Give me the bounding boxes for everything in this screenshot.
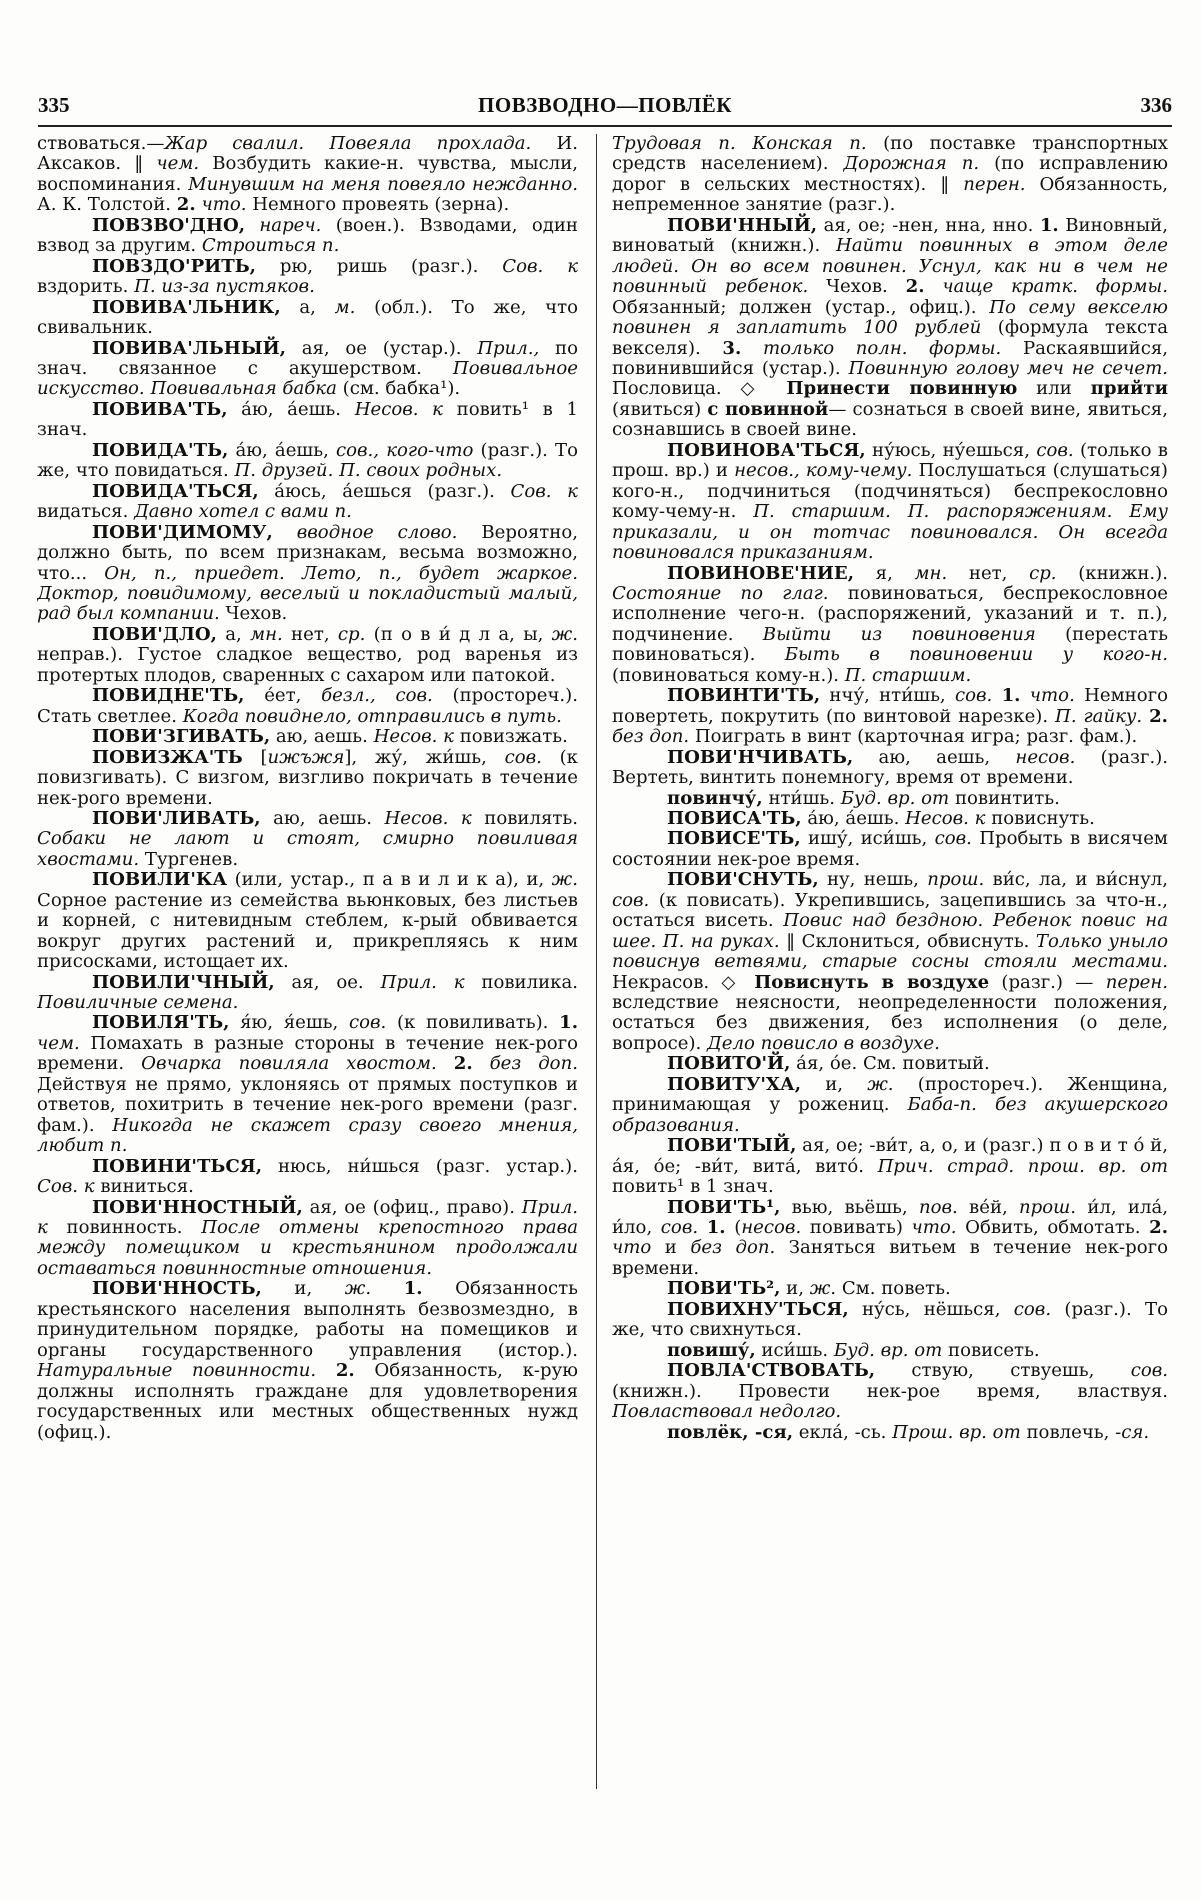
dictionary-entry: ПОВИ'ЛИВАТЬ, аю, аешь. Несов. к повилять. Собаки не лают и стоят, смирно повиливая хвостами. Тургенев.: [37, 807, 578, 870]
dictionary-entry: ПОВИТУ'ХА, и, ж. (простореч.). Женщина, принимающая у рожениц. Баба-п. без акушерского образования.: [612, 1073, 1168, 1136]
dictionary-entry: ПОВИЛИ'ЧНЫЙ, ая, ое. Прил. к повилика. Повиличные семена.: [37, 971, 578, 1014]
dictionary-entry: ПОВИТО'Й, а́я, о́е. См. повитый.: [667, 1053, 990, 1075]
dictionary-entry: ПОВИЗЖА'ТЬ [ижъжя], жу́, жи́шь, сов. (к повизгивать). С визгом, визгливо покричать в течение нек-рого времени.: [37, 746, 578, 809]
header-rule: [38, 125, 1172, 127]
dictionary-entry: ПОВИ'ННОСТНЫЙ, ая, ое (офиц., право). Прил. к повинность. После отмены крепостного права между помещиком и крестьянином продолжали оставаться повинностные отношения.: [37, 1196, 578, 1279]
dictionary-entry: ПОВИДНЕ'ТЬ, е́ет, безл., сов. (простореч.). Стать светлее. Когда повиднело, отправились в путь.: [37, 685, 578, 727]
dictionary-entry: ПОВИ'ТЬ², и, ж. См. поветь.: [667, 1278, 951, 1300]
dictionary-entry: ПОВИ'ННОСТЬ, и, ж. 1. Обязанность крестьянского населения выполнять безвозмездно, в принудительном порядке, работы на помещиков и органы государственного управления (истор.). Натуральные повинности. 2. Обязанность, к-рую должны исполнять граждане для удовлетворения государственных или местных общественных нужд (офиц.).: [37, 1278, 578, 1443]
dictionary-entry: ПОВИЛИ'КА (или, устар., п а в и л и к а), и, ж. Сорное растение из семейства вьюнковых, без листьев и корней, с нитевидным стеблем, к-рый обвивается вокруг других растений и, прикрепляясь к ним присосками, истощает их.: [37, 869, 578, 973]
dictionary-entry: ПОВИНИ'ТЬСЯ, нюсь, ни́шься (разг. устар.). Сов. к виниться.: [37, 1155, 578, 1198]
dictionary-entry: ПОВИ'ДИМОМУ, вводное слово. Вероятно, должно быть, по всем признакам, весьма возможно, что... Он, п., приедет. Лето, п., будет жаркое. Доктор, повидимому, веселый и покладистый малый, рад был компании. Чехов.: [37, 521, 578, 625]
dictionary-entry: ПОВИ'ННЫЙ, ая, ое; -нен, нна, нно. 1. Виновный, виноватый (книжн.). Найти повинных в этом деле людей. Он во всем повинен. Уснул, как ни в чем не повинный ребенок. Чехов. 2. чаще кратк. формы. Обязанный; должен (устар., офиц.). По сему векселю повинен я заплатить 100 рублей (формула текста векселя). 3. только полн. формы. Раскаявшийся, повинившийся (устар.). Повинную голову меч не сечет. Пословица. ◇ Принести повинную или прийти (явиться) с повинной— сознаться в своей вине, явиться, сознавшись в своей вине.: [612, 214, 1168, 441]
dictionary-entry: ПОВИНОВЕ'НИЕ, я, мн. нет, ср. (книжн.). Состояние по глаг. повиноваться, беспрекословное исполнение чего-н. (распоряжений, указаний и т. п.), подчинение. Выйти из повиновения (перестать повиноваться). Быть в повиновении у кого-н. (повиноваться кому-н.). П. старшим.: [612, 562, 1168, 686]
dictionary-entry: ПОВИ'ТЫЙ, ая, ое; -ви́т, а, о, и (разг.) п о в и т о́ й, а́я, о́е; -ви́т, вита́, вито́. Прич. страд. прош. вр. от повить¹ в 1 знач.: [612, 1135, 1168, 1198]
dictionary-entry: ПОВИДА'ТЬСЯ, а́юсь, а́ешься (разг.). Сов. к видаться. Давно хотел с вами п.: [37, 480, 578, 523]
dictionary-entry: ПОВИ'ЗГИВАТЬ, аю, аешь. Несов. к повизжать.: [92, 726, 568, 748]
page-number-right: 336: [1140, 93, 1172, 117]
dictionary-entry: ПОВЗВО'ДНО, нареч. (воен.). Взводами, один взвод за другим. Строиться п.: [37, 214, 578, 257]
dictionary-entry: ПОВИВА'ЛЬНЫЙ, ая, ое (устар.). Прил., по знач. связанное с акушерством. Повивальное искусство. Повивальная бабка (см. бабка¹).: [37, 337, 578, 400]
dictionary-entry: повлёк, -ся, екла́, -сь. Прош. вр. от повлечь, -ся.: [667, 1421, 1150, 1443]
dictionary-entry: ПОВЗДО'РИТЬ, рю, ришь (разг.). Сов. к вздорить. П. из-за пустяков.: [37, 255, 578, 298]
dictionary-entry: ПОВИНОВА'ТЬСЯ, ну́юсь, ну́ешься, сов. (только в прош. вр.) и несов., кому-чему. Послушаться (слушаться) кого-н., подчиниться (подчиняться) беспрекословно кому-чему-н. П. старшим. П. распоряжениям. Ему приказали, и он тотчас повиновался. Он всегда повиновался приказаниям.: [612, 439, 1168, 564]
dictionary-entry: повинчу́, нти́шь. Буд. вр. от повинтить.: [667, 787, 1060, 809]
dictionary-entry: ПОВЛА'СТВОВАТЬ, ствую, ствуешь, сов. (книжн.). Провести нек-рое время, властвуя. Повластвовал недолго.: [612, 1360, 1168, 1423]
dictionary-entry: повишу́, иси́шь. Буд. вр. от повисеть.: [667, 1339, 1040, 1361]
dictionary-entry: ПОВИСА'ТЬ, а́ю, а́ешь. Несов. к повиснуть.: [667, 807, 1095, 829]
running-head: [38, 93, 1172, 123]
dictionary-entry: ПОВИ'ДЛО, а, мн. нет, ср. (п о в и́ д л а, ы, ж. неправ.). Густое сладкое вещество, род варенья из протертых плодов, сваренных с сахаром или патокой.: [37, 623, 578, 686]
left-column: [37, 134, 578, 1874]
right-column: [612, 134, 1168, 1874]
dictionary-entry: ПОВИ'ТЬ¹, вью, вьёшь, пов. ве́й, прош. и́л, ила́, и́ло, сов. 1. (несов. повивать) что. Обвить, обмотать. 2. что и без доп. Заняться витьем в течение нек-рого времени.: [612, 1196, 1168, 1279]
dictionary-entry: ПОВИ'СНУТЬ, ну, нешь, прош. ви́с, ла, и ви́снул, сов. (к повисать). Укрепившись, зацепившись за что-н., остаться висеть. Повис над бездною. Ребенок повис на шее. П. на руках. ‖ Склониться, обвиснуть. Только уныло повиснув ветвями, старые сосны стояли местами. Некрасов. ◇ Повиснуть в воздухе (разг.) — перен. вследствие неясности, неопределенности положения, остаться без движения, без исполнения (о деле, вопросе). Дело повисло в воздухе.: [612, 869, 1168, 1054]
dictionary-entry: ПОВИВА'ЛЬНИК, а, м. (обл.). То же, что свивальник.: [37, 296, 578, 339]
dictionary-entry: ПОВИДА'ТЬ, а́ю, а́ешь, сов., кого-что (разг.). То же, что повидаться. П. друзей. П. своих родных.: [37, 439, 578, 482]
dictionary-entry: ПОВИЛЯ'ТЬ, я́ю, я́ешь, сов. (к повиливать). 1. чем. Помахать в разные стороны в течение нек-рого времени. Овчарка повиляла хвостом. 2. без доп. Действуя не прямо, уклоняясь от прямых поступков и ответов, похитрить в течение нек-рого времени (разг. фам.). Никогда не скажет сразу своего мнения, любит п.: [37, 1012, 578, 1157]
page-number-left: 335: [38, 93, 70, 117]
column-divider: [596, 134, 597, 1789]
dictionary-entry: ПОВИХНУ'ТЬСЯ, ну́сь, нёшься, сов. (разг.). То же, что свихнуться.: [612, 1298, 1168, 1341]
page-title: ПОВЗВОДНО—ПОВЛЁК: [478, 93, 732, 117]
dictionary-entry: ПОВИ'НЧИВАТЬ, аю, аешь, несов. (разг.). Вертеть, винтить понемногу, время от времени.: [612, 746, 1168, 789]
entry-continuation: Трудовая п. Конская п. (по поставке транспортных средств населением). Дорожная п. (по исправлению дорог в сельских местностях). ‖ перен. Обязанность, непременное занятие (разг.).: [612, 134, 1168, 216]
dictionary-entry: ПОВИВА'ТЬ, а́ю, а́ешь. Несов. к повить¹ в 1 знач.: [37, 398, 578, 441]
dictionary-entry: ПОВИНТИ'ТЬ, нчу́, нти́шь, сов. 1. что. Немного повертеть, покрутить (по винтовой нарезке). П. гайку. 2. без доп. Поиграть в винт (карточная игра; разг. фам.).: [612, 685, 1168, 748]
entry-continuation: ствоваться.—Жар свалил. Повеяла прохлада. И. Аксаков. ‖ чем. Возбудить какие-н. чувства, мысли, воспоминания. Минувшим на меня повеяло нежданно. А. К. Толстой. 2. что. Немного провеять (зерна).: [37, 134, 578, 216]
dictionary-entry: ПОВИСЕ'ТЬ, ишу́, иси́шь, сов. Пробыть в висячем состоянии нек-рое время.: [612, 828, 1168, 870]
